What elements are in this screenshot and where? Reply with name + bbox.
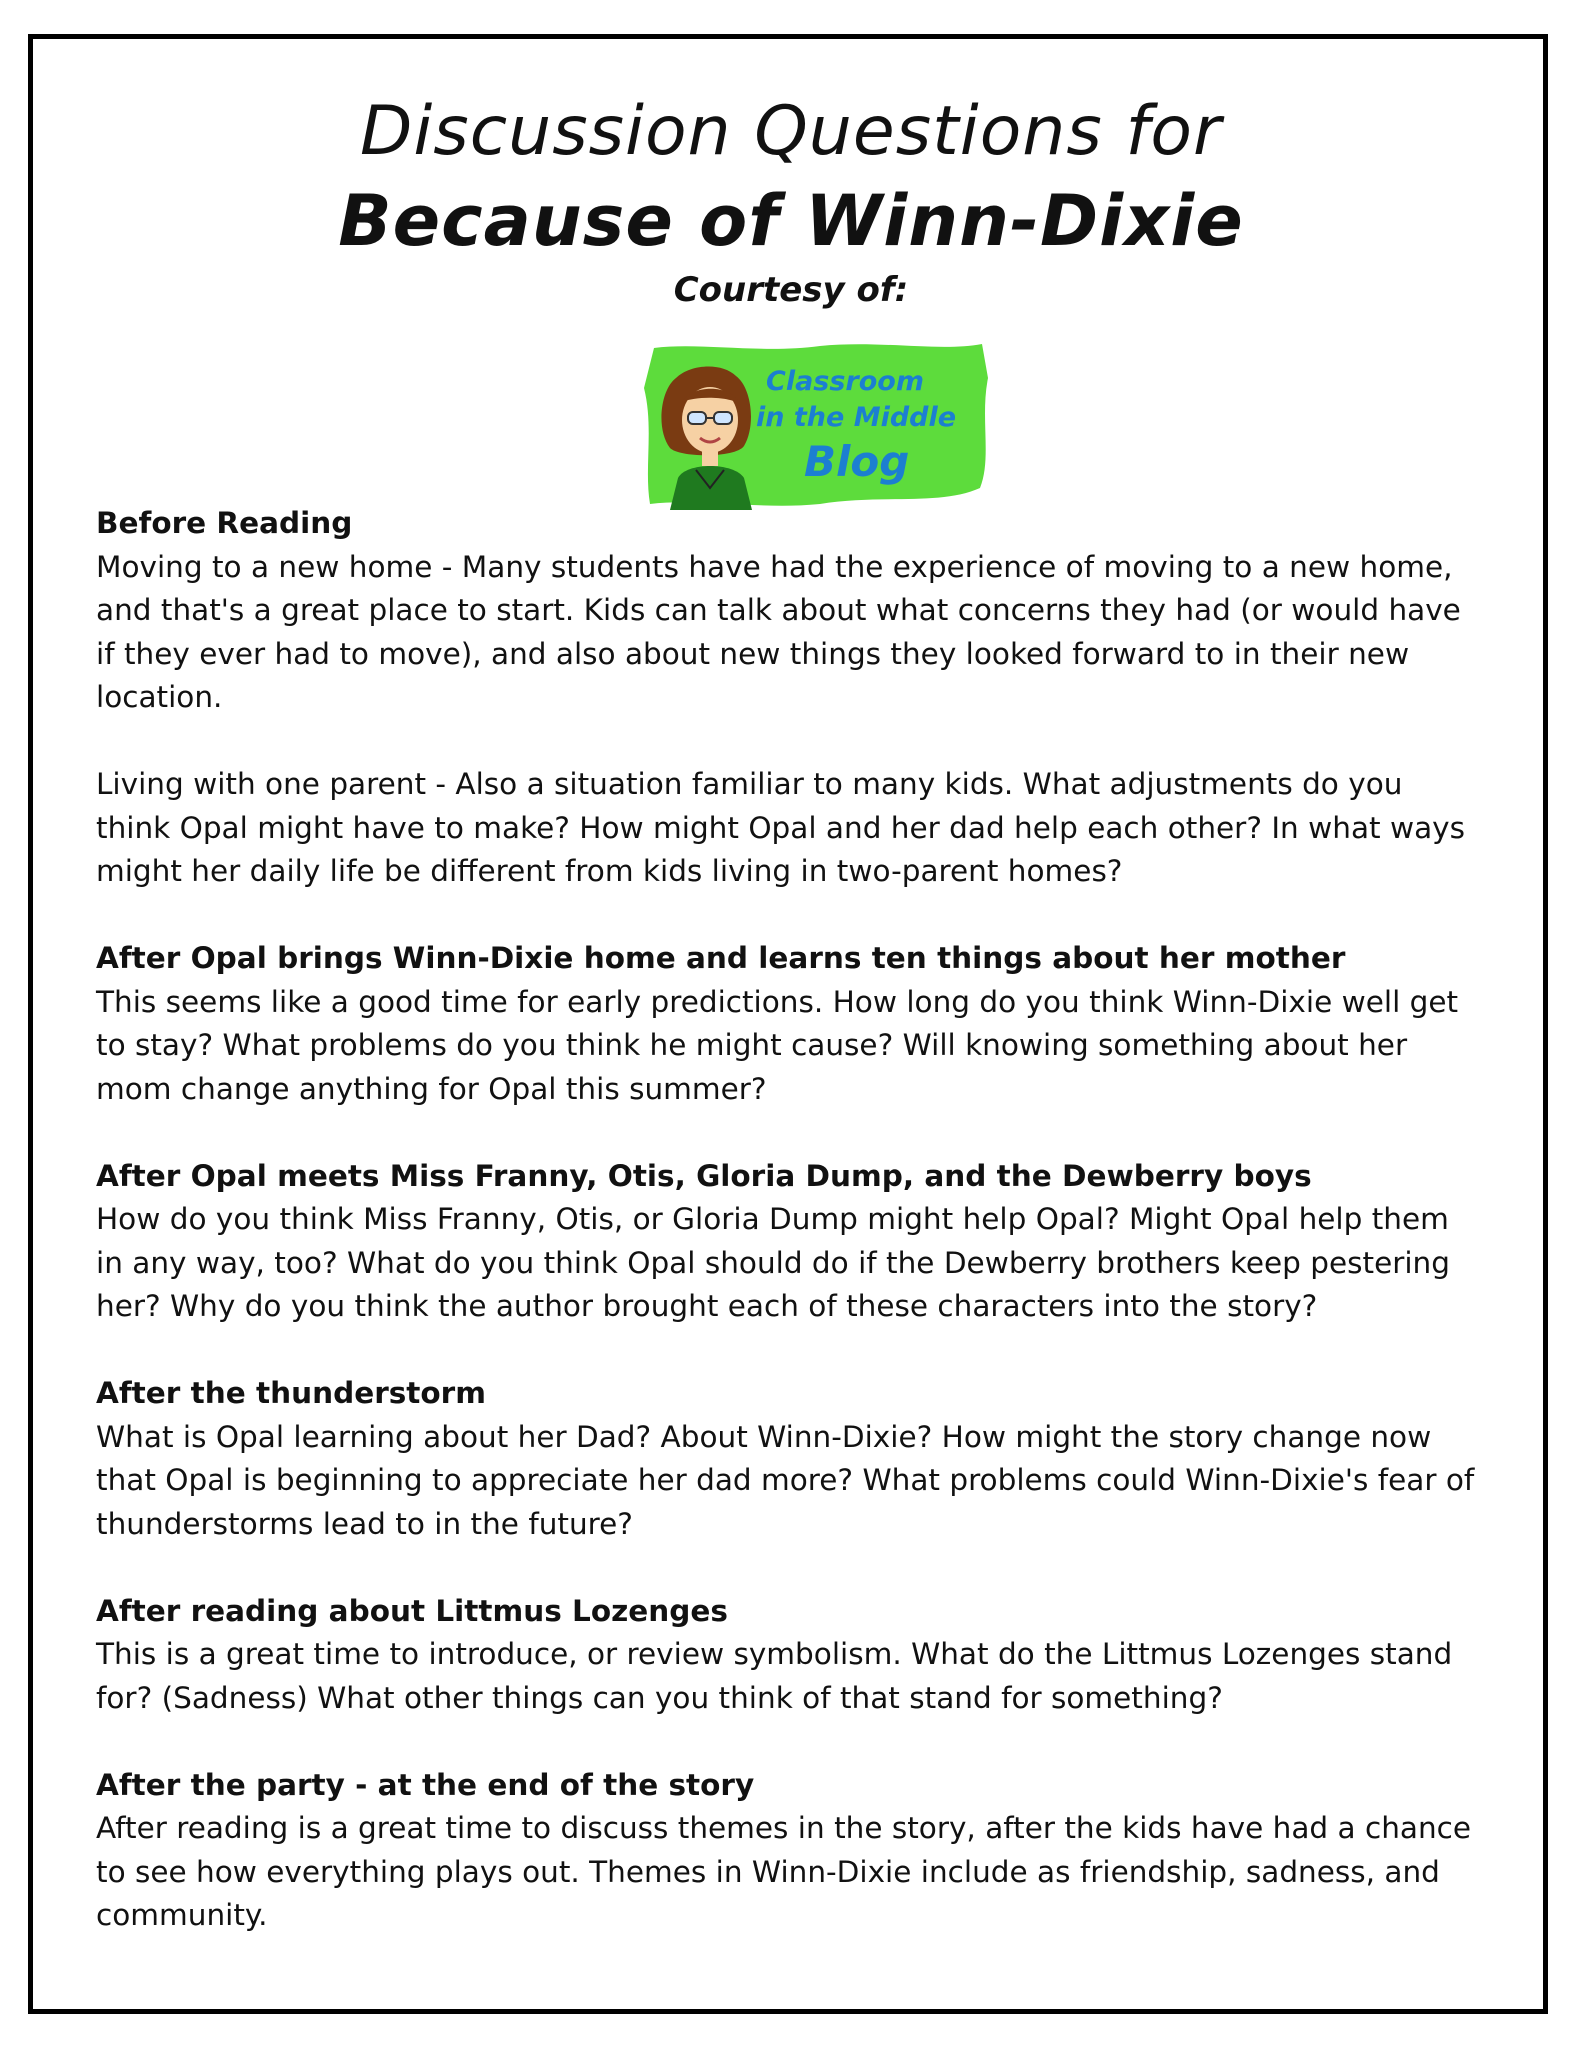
- logo-text-line-1: Classroom: [766, 366, 924, 397]
- section-paragraph: After reading is a great time to discuss themes in the story, after the kids have had a chance to see how everything plays out. Themes in Winn-Dixie include as friendship, sadness, and community.: [96, 1811, 1472, 1932]
- section-heading: After Opal meets Miss Franny, Otis, Gloria Dump, and the Dewberry boys: [96, 1158, 1312, 1193]
- section-littmus-lozenges: [96, 1590, 1476, 1721]
- discussion-content: [96, 502, 1476, 1981]
- section-thunderstorm: [96, 1372, 1476, 1546]
- courtesy-label: Courtesy of:: [673, 270, 909, 310]
- section-paragraph: This seems like a good time for early predictions. How long do you think Winn-Dixie well get to stay? What problems do you think he might cause? Will knowing something about her mom change anything for Opal this summer?: [96, 984, 1459, 1106]
- section-heading: After reading about Littmus Lozenges: [96, 1593, 728, 1628]
- logo-text-line-3: Blog: [804, 437, 910, 486]
- section-winn-dixie-home: [96, 937, 1476, 1111]
- logo-text-line-2: in the Middle: [756, 402, 957, 433]
- section-meets-characters: [96, 1155, 1476, 1329]
- section-heading: After the thunderstorm: [96, 1376, 486, 1410]
- section-paragraph: Living with one parent - Also a situation familiar to many kids. What adjustments do you think Opal might have to make? How might Opal and her dad help each other? In what ways might her daily life be different from kids living in two-parent homes?: [96, 767, 1465, 888]
- section-heading: Before Reading: [96, 506, 353, 540]
- section-heading: After the party - at the end of the story: [96, 1767, 755, 1802]
- section-paragraph: This is a great time to introduce, or review symbolism. What do the Littmus Lozenges stand for? (Sadness) What other things can you think of that stand for something?: [96, 1637, 1453, 1715]
- section-paragraph: How do you think Miss Franny, Otis, or Gloria Dump might help Opal? Might Opal help them in any way, too? What do you think Opal should do if the Dewberry brothers keep pestering her? Why do you think the author brought each of these characters into the story?: [96, 1202, 1450, 1323]
- title-line-1: Discussion Questions for: [360, 92, 1222, 171]
- classroom-in-the-middle-logo: [640, 338, 992, 510]
- title-line-2: Because of Winn-Dixie: [338, 180, 1244, 262]
- section-after-party: [96, 1764, 1476, 1938]
- section-paragraph: What is Opal learning about her Dad? About Winn-Dixie? How might the story change now that Opal is beginning to appreciate her dad more? What problems could Winn-Dixie's fear of thunderstorms lead to in the future?: [96, 1419, 1475, 1541]
- section-paragraph: Moving to a new home - Many students have had the experience of moving to a new home, and that's a great place to start. Kids can talk about what concerns they had (or would have if they ever had to move), and also about new things they looked forward to in their new location.: [96, 549, 1461, 714]
- section-before-reading: [96, 502, 1476, 720]
- section-heading: After Opal brings Winn-Dixie home and learns ten things about her mother: [96, 941, 1346, 975]
- section-before-reading-continued: [96, 763, 1476, 894]
